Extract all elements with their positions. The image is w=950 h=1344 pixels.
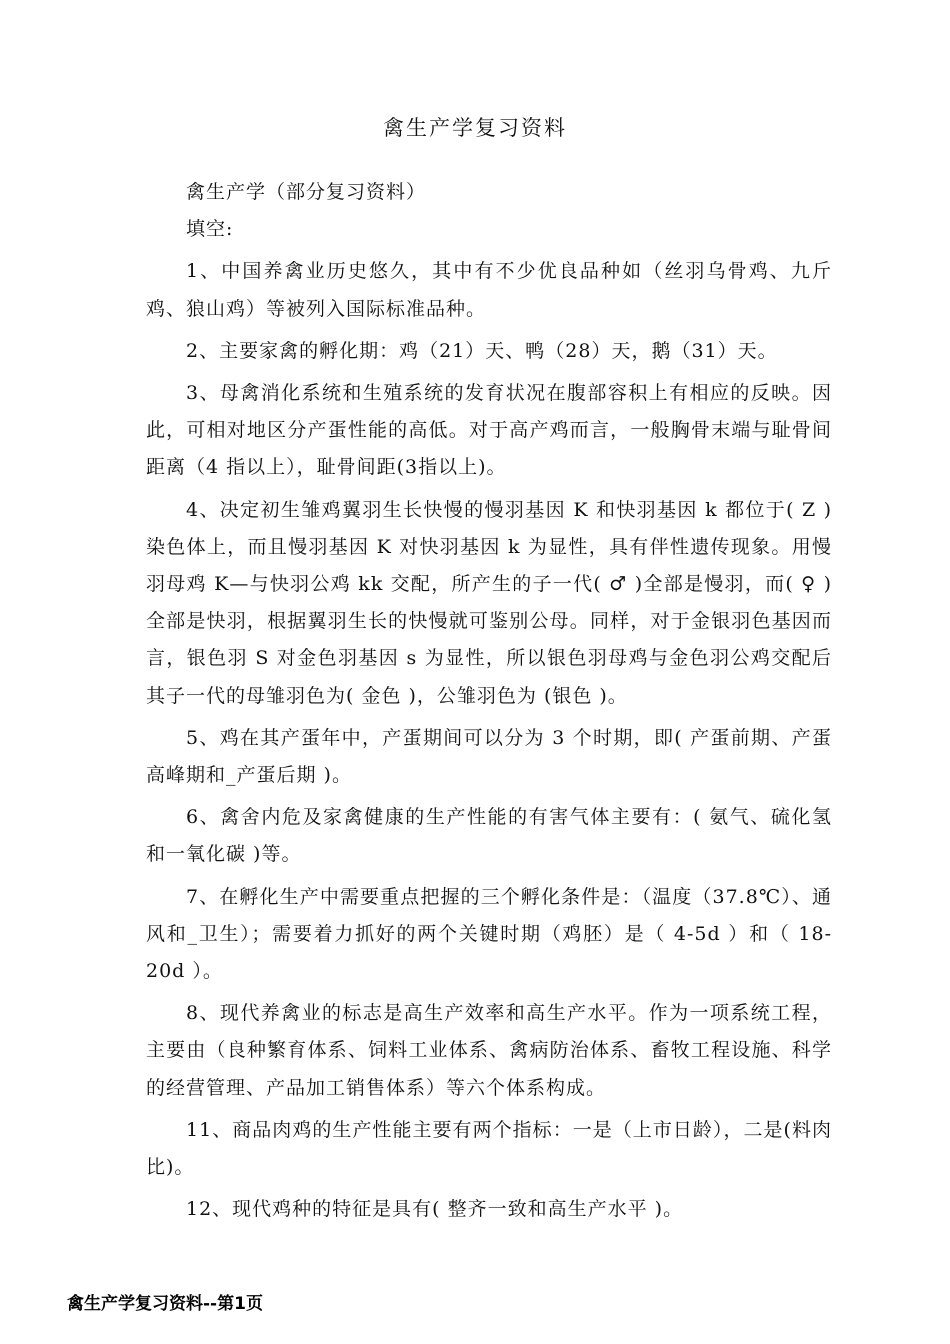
fill-blank-item-5: 5、鸡在其产蛋年中，产蛋期间可以分为 3 个时期，即( 产蛋前期、产蛋高峰期和_产蛋后期 )。 — [146, 726, 832, 787]
subtitle: 禽生产学（部分复习资料） — [186, 181, 427, 203]
fill-blank-item-11: 11、商品肉鸡的生产性能主要有两个指标：一是（上市日龄），二是(料肉比)。 — [146, 1118, 832, 1179]
fill-blank-item-7: 7、在孵化生产中需要重点把握的三个孵化条件是：（温度（37.8℃）、通风和_卫生）；需要着力抓好的两个关键时期（鸡胚）是（ 4-5d ）和（ 18-20d ）。 — [146, 885, 832, 983]
fill-blank-item-12: 12、现代鸡种的特征是具有( 整齐一致和高生产水平 )。 — [186, 1198, 684, 1221]
fill-blank-item-1: 1、中国养禽业历史悠久，其中有不少优良品种如（丝羽乌骨鸡、九斤鸡、狼山鸡）等被列入国际标准品种。 — [146, 260, 832, 320]
document-title: 禽生产学复习资料 — [383, 116, 567, 140]
fill-blank-item-8: 8、现代养禽业的标志是高生产效率和高生产水平。作为一项系统工程，主要由（良种繁育体系、饲料工业体系、禽病防治体系、畜牧工程设施、科学的经营管理、产品加工销售体系）等六个体系构成。 — [146, 1002, 832, 1099]
document-body — [146, 174, 832, 1228]
section-label: 填空: — [186, 218, 234, 241]
fill-blank-item-4: 4、决定初生雏鸡翼羽生长快慢的慢羽基因 K 和快羽基因 k 都位于( Z )染色体上，而且慢羽基因 K 对快羽基因 k 为显性，具有伴性遗传现象。用慢羽母鸡 K—与快羽公鸡 kk 交配，所产生的子一代( ♂ )全部是慢羽，而( ♀ )全部是快羽，根据翼羽生长的快慢就可鉴别公母。同样，对于金银羽色基因而言，银色羽 S 对金色羽基因 s 为显性，所以银色羽母鸡与金色羽公鸡交配后其子一代的母雏羽色为( 金色 )，公雏羽色为 (银色 )。 — [146, 498, 832, 707]
fill-blank-item-2: 2、主要家禽的孵化期：鸡（21）天、鸭（28）天，鹅（31）天。 — [186, 339, 778, 362]
fill-blank-item-6: 6、禽舍内危及家禽健康的生产性能的有害气体主要有：( 氨气、硫化氢和一氧化碳 )等。 — [146, 806, 832, 866]
page-footer: 禽生产学复习资料--第1页 — [67, 1294, 263, 1314]
fill-blank-item-3: 3、母禽消化系统和生殖系统的发育状况在腹部容积上有相应的反映。因此，可相对地区分产蛋性能的高低。对于高产鸡而言，一般胸骨末端与耻骨间距离（4 指以上），耻骨间距(3指以上)。 — [146, 382, 832, 479]
